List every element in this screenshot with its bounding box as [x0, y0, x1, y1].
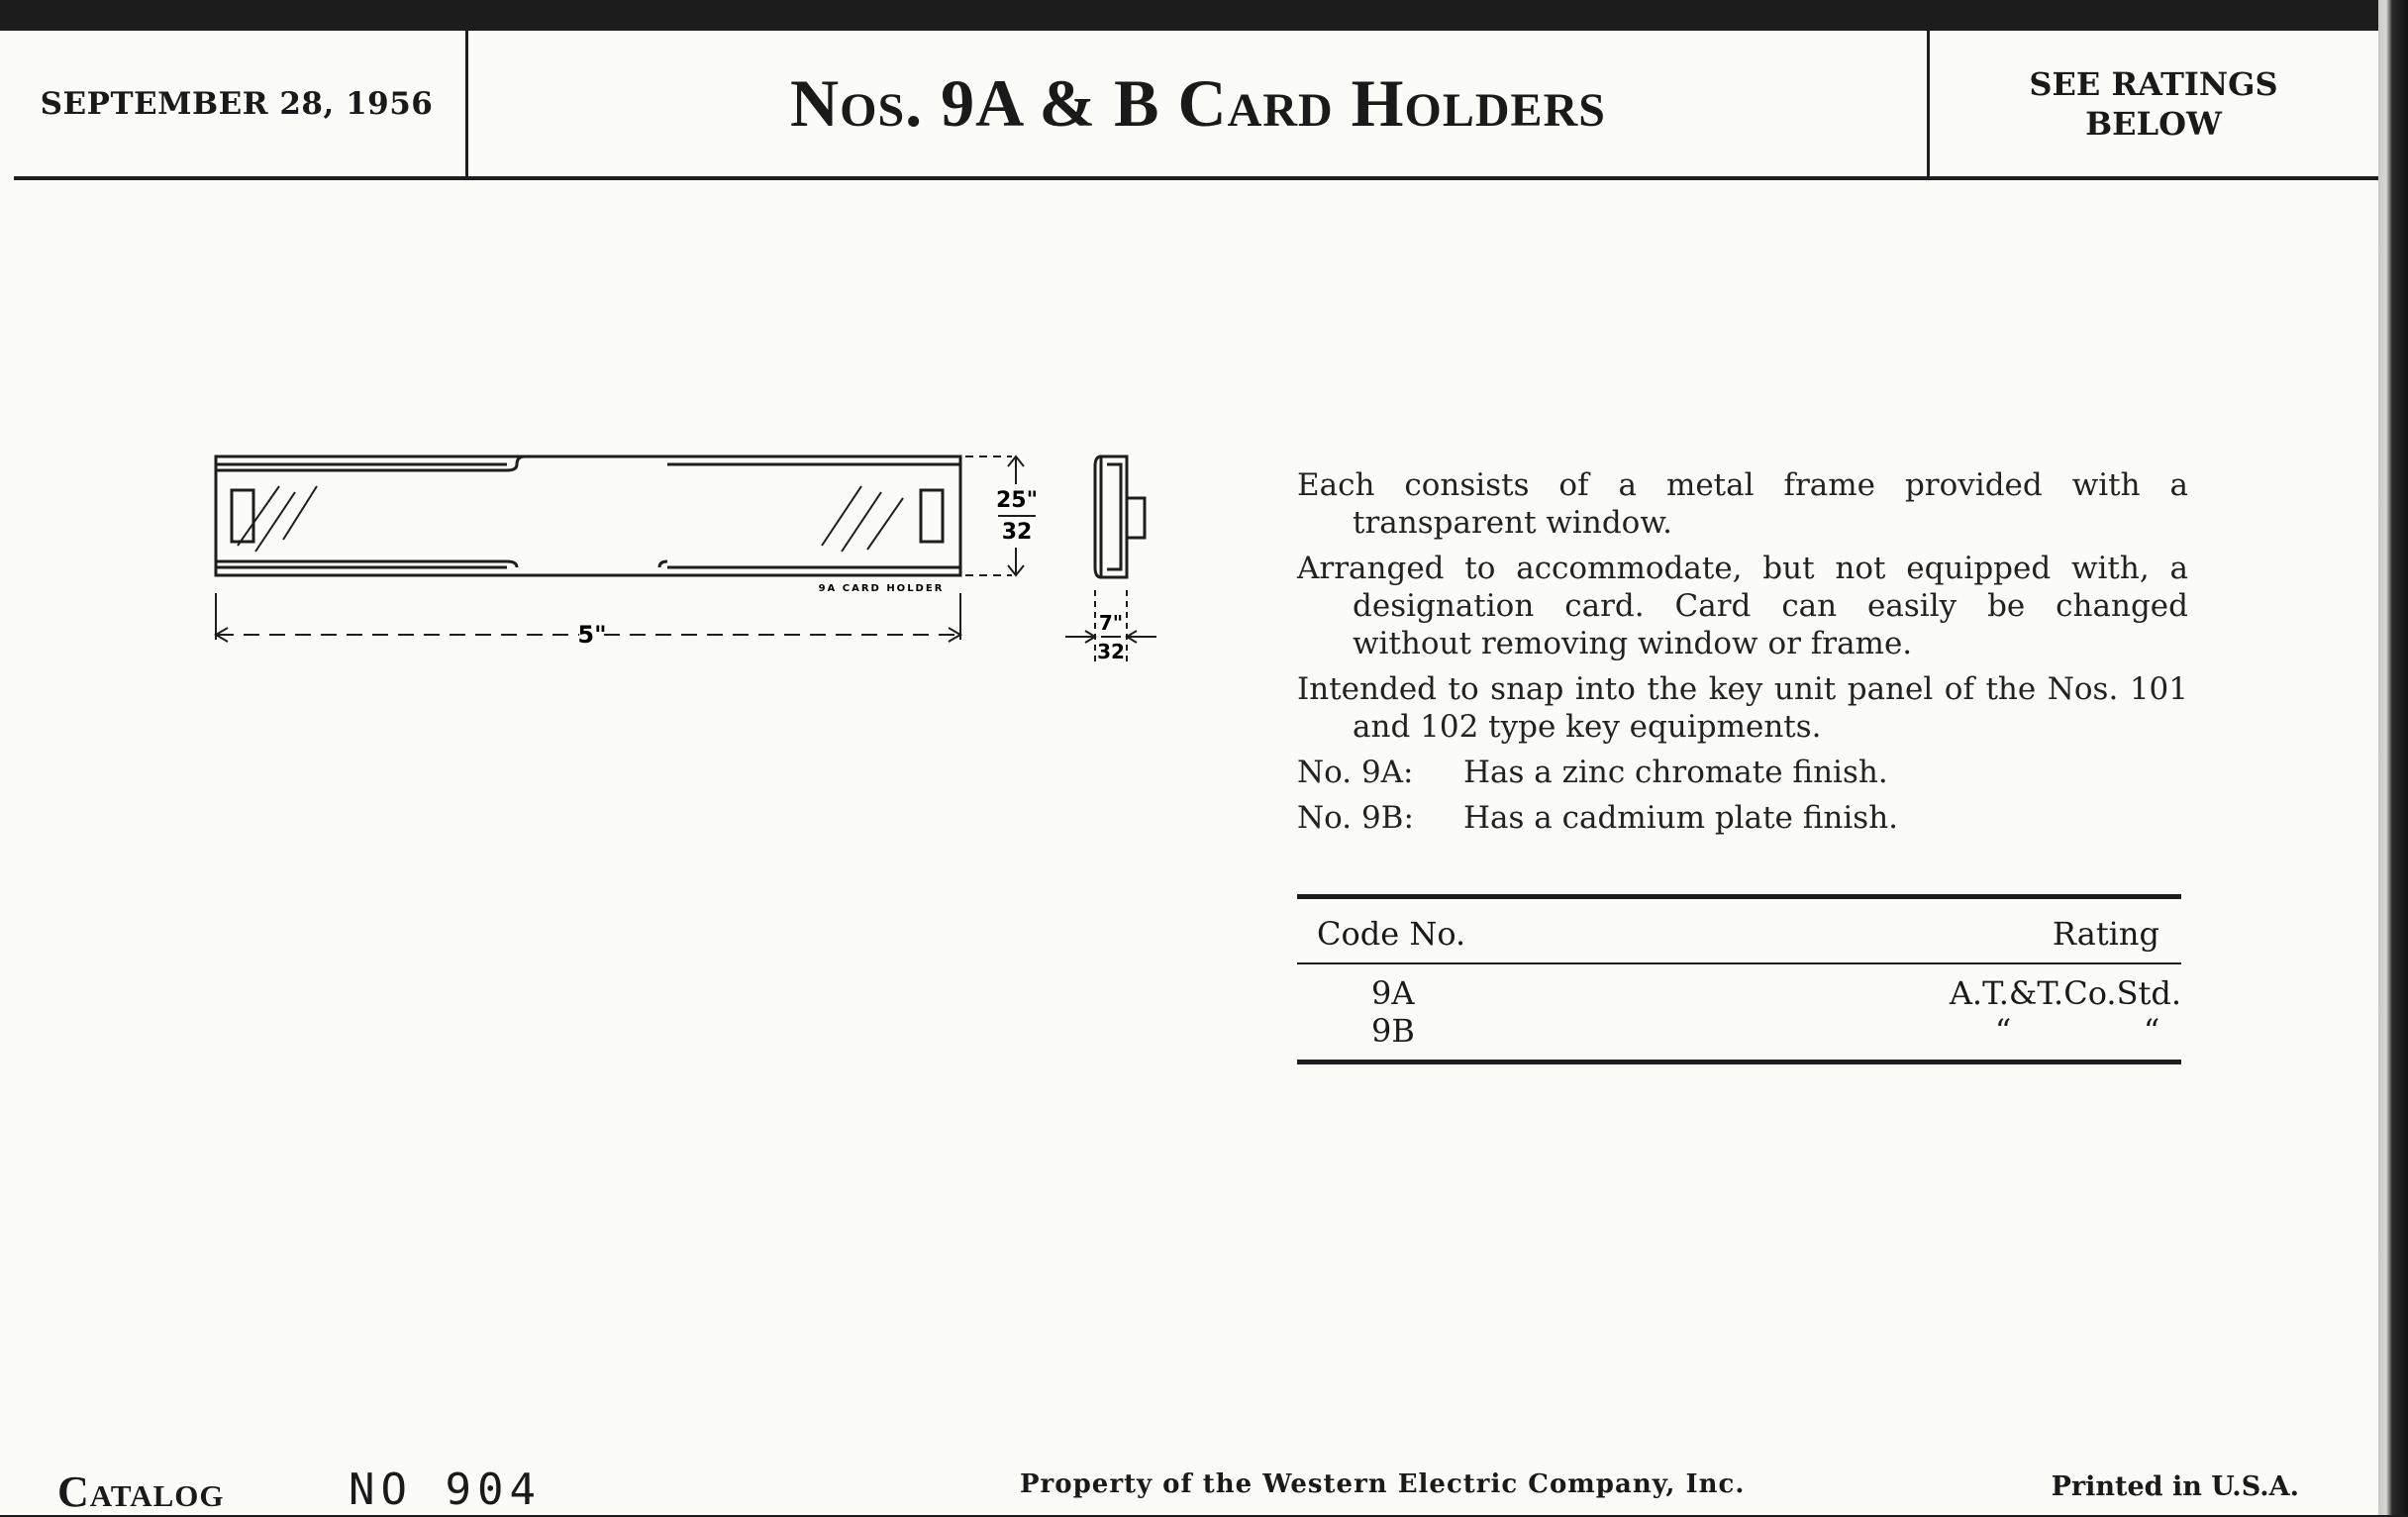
header-rating-note	[1931, 31, 2376, 176]
rating-note-line1: SEE RATINGS	[2029, 64, 2278, 103]
frame-outline	[216, 456, 960, 575]
table-bottom-rule	[1297, 1060, 2181, 1064]
header-date: SEPTEMBER 28, 1956	[40, 85, 434, 122]
thickness-fraction-numerator: 7"	[1098, 611, 1124, 635]
part-marking: 9A CARD HOLDER	[818, 583, 945, 594]
thickness-fraction-denominator: 32	[1097, 640, 1125, 663]
page-title: Nos. 9A & B Card Holders	[790, 65, 1606, 141]
scan-edge-shadow	[2378, 0, 2408, 1515]
right-slot	[921, 490, 943, 542]
finish-9a	[1297, 754, 2188, 791]
description	[1297, 466, 2188, 845]
footer-catalog-number: NO 904	[349, 1465, 542, 1515]
rating-note-line2: BELOW	[2085, 104, 2222, 143]
code-cell: 9B	[1371, 1012, 1415, 1050]
header-rule	[14, 176, 2378, 180]
column-header-rating: Rating	[2052, 915, 2159, 953]
table-row	[1297, 974, 2181, 1012]
footer-catalog-label: Catalog	[57, 1467, 225, 1516]
rating-cell-ditto	[1924, 1012, 2181, 1050]
table-header	[1297, 899, 2181, 962]
catalog-card	[0, 31, 2378, 1515]
description-paragraph-3: Intended to snap into the key unit panel of the Nos. 101 and 102 type key equipments.	[1297, 671, 2188, 745]
finish-9a-text: Has a zinc chromate finish.	[1463, 755, 1888, 790]
width-dimension-label: 5"	[577, 621, 607, 649]
window-hatching	[238, 486, 903, 552]
footer-property-notice: Property of the Western Electric Company, Inc.	[1020, 1469, 1746, 1499]
ratings-table	[1297, 894, 2181, 1064]
code-cell: 9A	[1371, 974, 1415, 1012]
header-divider-right	[1927, 31, 1930, 176]
finish-9b	[1297, 799, 2188, 837]
column-header-code: Code No.	[1317, 915, 1466, 953]
left-slot	[232, 490, 253, 542]
card-holder-drawing	[198, 427, 1188, 684]
height-fraction-denominator: 32	[1001, 520, 1033, 545]
table-body	[1297, 964, 2181, 1060]
header-divider-left	[465, 31, 468, 176]
ditto-mark: “	[2143, 1012, 2160, 1050]
finish-9b-text: Has a cadmium plate finish.	[1463, 800, 1899, 836]
rating-cell: A.T.&T.Co.Std.	[1949, 974, 2181, 1012]
height-fraction-numerator: 25"	[995, 488, 1039, 513]
side-view	[1095, 456, 1145, 577]
finish-9b-label: No. 9B:	[1297, 800, 1414, 836]
footer-printed-in: Printed in U.S.A.	[2051, 1471, 2299, 1502]
finish-9a-label: No. 9A:	[1297, 755, 1414, 790]
description-paragraph-1: Each consists of a metal frame provided with a transparent window.	[1297, 467, 2188, 541]
table-row	[1297, 1012, 2181, 1050]
ditto-mark: “	[1994, 1012, 2012, 1050]
description-paragraph-2: Arranged to accommodate, but not equipped with, a designation card. Card can easily be changed without removing window or frame.	[1297, 551, 2188, 661]
